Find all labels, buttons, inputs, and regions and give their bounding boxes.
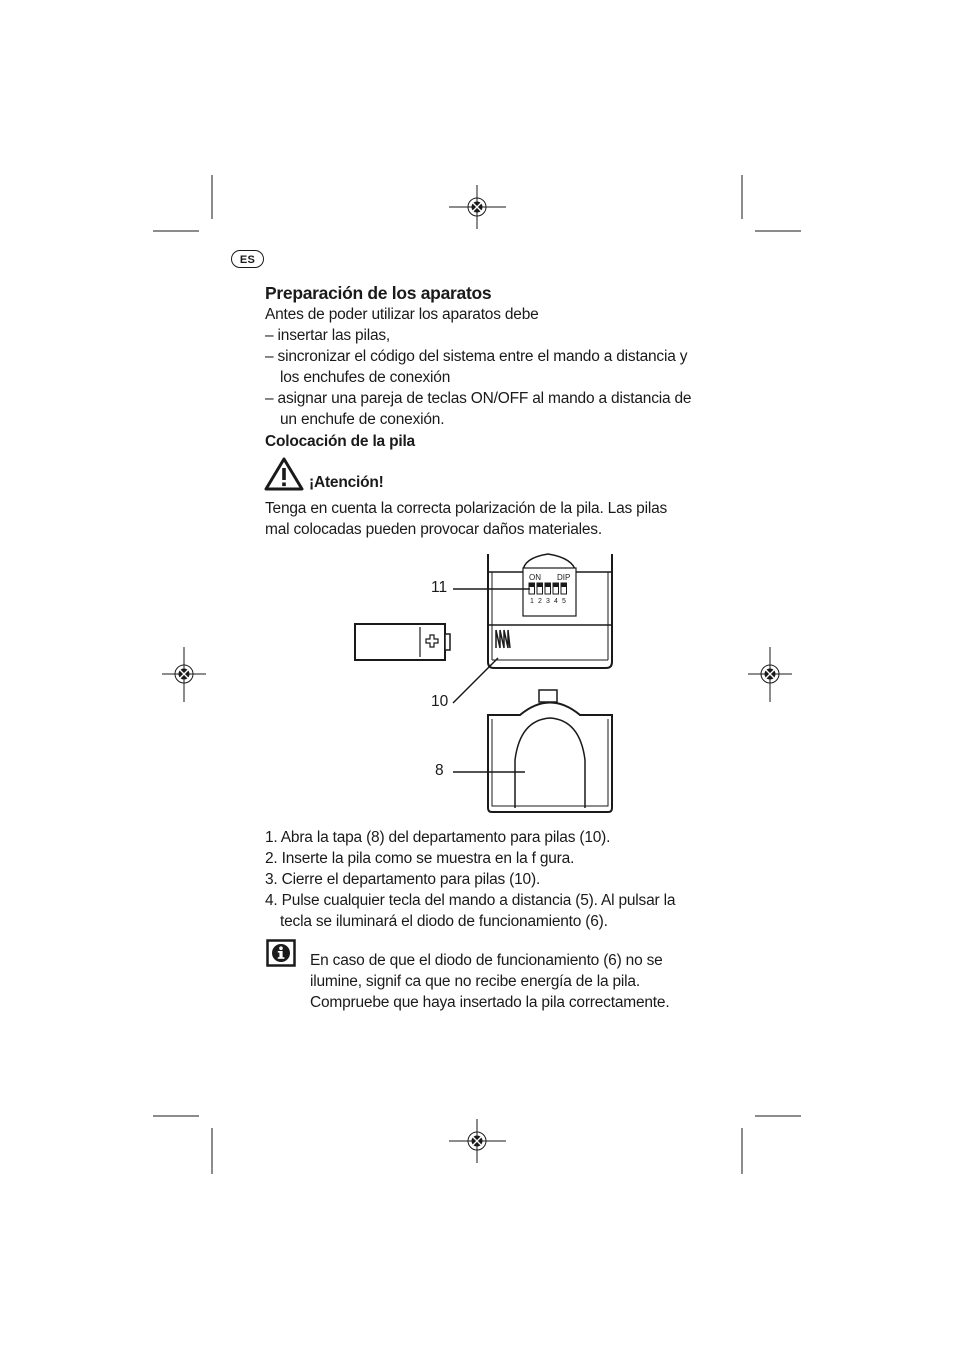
prep-step-3-cont: un enchufe de conexión. [280, 411, 445, 428]
warning-triangle-icon [264, 457, 304, 491]
warning-title: ¡Atención! [309, 474, 384, 491]
dip-number-4: 4 [554, 598, 558, 605]
warning-text-line-2: mal colocadas pueden provocar daños materiales. [265, 521, 602, 538]
battery-diagram [340, 550, 630, 820]
info-text-line-2: ilumine, signif ca que no recibe energía de la pila. [310, 973, 640, 990]
spring [496, 630, 510, 648]
dip-number-5: 5 [562, 598, 566, 605]
dip-number-2: 2 [538, 598, 542, 605]
dip-label: DIP [557, 573, 571, 582]
step-4: 4. Pulse cualquier tecla del mando a distancia (5). Al pulsar la [265, 892, 676, 909]
step-4-cont: tecla se iluminará el diodo de funcionamiento (6). [280, 913, 608, 930]
step-3: 3. Cierre el departamento para pilas (10). [265, 871, 541, 888]
language-badge: ES [231, 250, 264, 268]
prep-step-3: – asignar una pareja de teclas ON/OFF al mando a distancia de [265, 390, 692, 407]
step-2: 2. Inserte la pila como se muestra en la f gura. [265, 850, 575, 867]
registration-mark-top [449, 185, 506, 229]
dip-on-label: ON [529, 573, 541, 582]
dip-number-3: 3 [546, 598, 550, 605]
info-text-line-3: Compruebe que haya insertado la pila correctamente. [310, 994, 670, 1011]
registration-mark-bottom [449, 1119, 506, 1163]
prep-step-2: – sincronizar el código del sistema entre el mando a distancia y [265, 348, 688, 365]
prep-step-1: – insertar las pilas, [265, 327, 391, 344]
battery [355, 624, 450, 660]
registration-mark-right [748, 647, 792, 702]
diagram-label-8: 8 [435, 762, 444, 779]
step-1: 1. Abra la tapa (8) del departamento para pilas (10). [265, 829, 611, 846]
intro-text: Antes de poder utilizar los aparatos debe [265, 306, 539, 323]
subheading: Colocación de la pila [265, 433, 415, 450]
dip-number-1: 1 [530, 598, 534, 605]
prep-step-2-cont: los enchufes de conexión [280, 369, 451, 386]
warning-text-line-1: Tenga en cuenta la correcta polarización de la pila. Las pilas [265, 500, 668, 517]
registration-mark-left [162, 647, 206, 702]
diagram-label-10: 10 [431, 693, 449, 710]
info-icon [266, 939, 296, 967]
battery-cover [488, 690, 612, 812]
diagram-label-11: 11 [431, 579, 448, 596]
section-heading: Preparación de los aparatos [265, 283, 492, 303]
info-text-line-1: En caso de que el diodo de funcionamiento (6) no se [310, 952, 663, 969]
